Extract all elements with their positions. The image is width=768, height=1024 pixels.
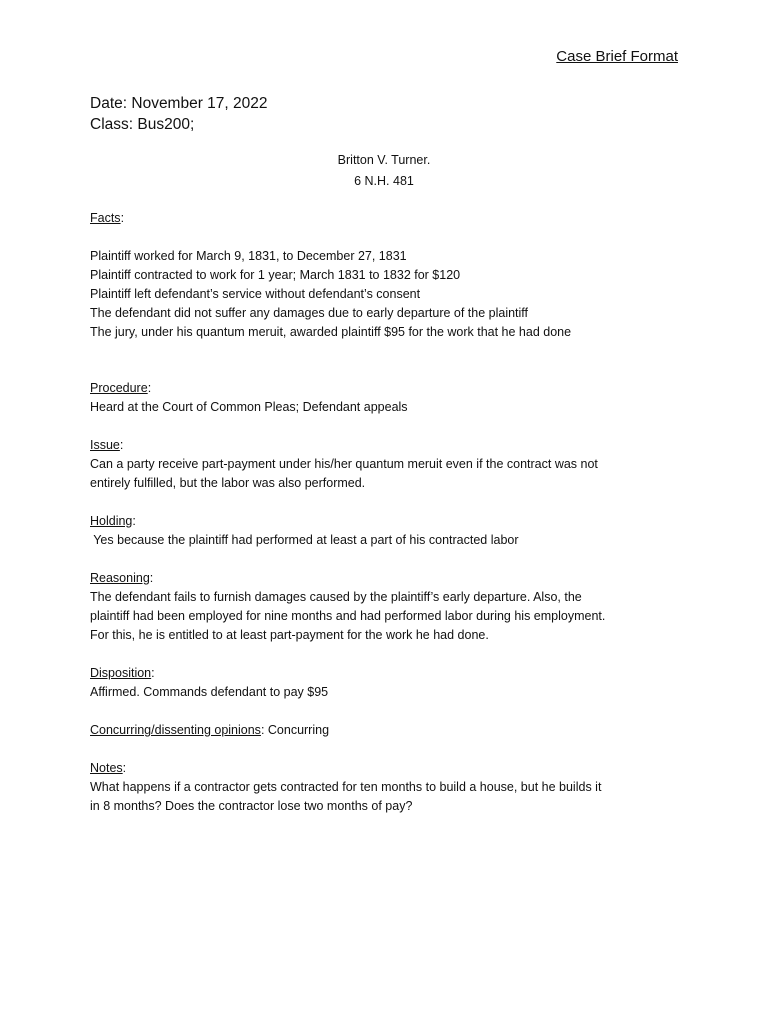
facts-line: Plaintiff contracted to work for 1 year; March 1831 to 1832 for $120 [90,268,461,282]
class-line [90,116,194,134]
facts-body [90,247,690,342]
holding-heading: Holding [90,514,133,528]
issue-line: Can a party receive part-payment under his/her quantum meruit even if the contract was not [90,457,598,471]
issue-section: Issue: Can a party receive part-payment under his/her quantum meruit even if the contract was not entirely fulfilled, but the labor was also performed. [90,436,690,493]
case-citation: 6 N.H. 481 [354,174,414,188]
procedure-text: Heard at the Court of Common Pleas; Defendant appeals [90,400,408,414]
disposition-text: Affirmed. Commands defendant to pay $95 [90,685,329,699]
procedure-section: Procedure: Heard at the Court of Common Pleas; Defendant appeals [90,379,690,417]
disposition-section: Disposition: Affirmed. Commands defendant to pay $95 [90,664,690,702]
facts-line: Plaintiff left defendant’s service without defendant’s consent [90,287,421,301]
facts-section: Facts: [90,211,125,225]
notes-heading: Notes [90,761,123,775]
document-title: Case Brief Format [556,48,678,65]
opinions-value: Concurring [267,723,330,737]
reasoning-section: Reasoning: The defendant fails to furnish damages caused by the plaintiff’s early departure. Also, the plaintiff had been employed for nine months and had performed labor during his employment. For this, he is entitled to at least part-payment for the work he had done. [90,569,690,645]
issue-line: entirely fulfilled, but the labor was also performed. [90,476,366,490]
date-line [90,95,268,113]
issue-heading: Issue [90,438,120,452]
notes-line: in 8 months? Does the contractor lose two months of pay? [90,799,413,813]
reasoning-line: The defendant fails to furnish damages caused by the plaintiff’s early departure. Also, the [90,590,582,604]
reasoning-heading: Reasoning [90,571,150,585]
class-label: Class: [90,116,134,133]
class-value: Bus200; [137,116,195,133]
case-name: Britton V. Turner. [337,153,431,167]
notes-line: What happens if a contractor gets contracted for ten months to build a house, but he builds it [90,780,602,794]
opinions-section: Concurring/dissenting opinions: Concurring [90,723,330,737]
reasoning-line: plaintiff had been employed for nine months and had performed labor during his employment. [90,609,606,623]
date-value: November 17, 2022 [131,95,268,112]
holding-text: Yes because the plaintiff had performed at least a part of his contracted labor [90,533,519,547]
facts-line: Plaintiff worked for March 9, 1831, to December 27, 1831 [90,249,407,263]
disposition-heading: Disposition [90,666,152,680]
reasoning-line: For this, he is entitled to at least part-payment for the work he had done. [90,628,489,642]
holding-section: Holding: Yes because the plaintiff had performed at least a part of his contracted labor [90,512,690,550]
facts-heading: Facts [90,211,121,225]
date-label: Date: [90,95,128,112]
opinions-heading: Concurring/dissenting opinions [90,723,261,737]
notes-section: Notes: What happens if a contractor gets contracted for ten months to build a house, but he builds it in 8 months? Does the contractor lose two months of pay? [90,759,690,816]
facts-line: The jury, under his quantum meruit, awarded plaintiff $95 for the work that he had done [90,325,572,339]
facts-line: The defendant did not suffer any damages due to early departure of the plaintiff [90,306,529,320]
procedure-heading: Procedure [90,381,148,395]
